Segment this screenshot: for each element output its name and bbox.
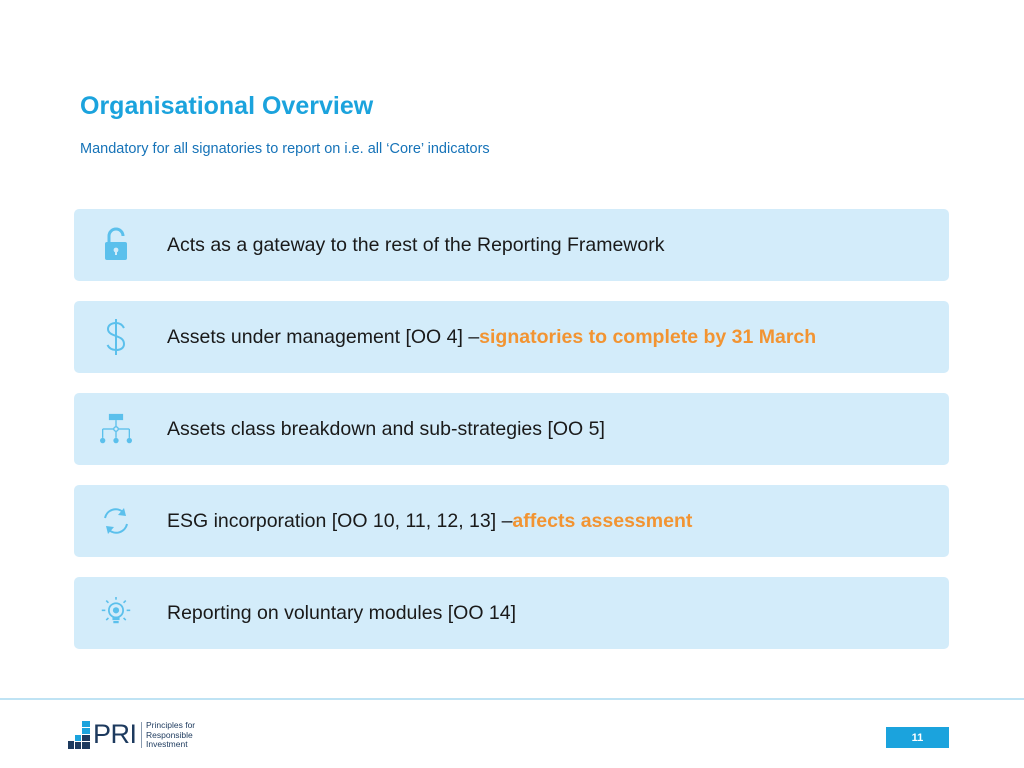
item-gateway [74,209,949,281]
dollar-icon [100,317,132,357]
page-title: Organisational Overview [80,92,374,120]
item-esg [74,485,949,557]
footer-divider [0,698,1024,700]
item-voluntary [74,577,949,649]
logo-wordmark: PRI [93,719,137,749]
item-text: Reporting on voluntary modules [OO 14] [167,601,517,624]
lightbulb-icon [100,593,132,633]
assessment-highlight: affects assessment [512,509,693,532]
unlock-icon [100,225,132,265]
item-text: ESG incorporation [OO 10, 11, 12, 13] – affects assessment [167,509,693,532]
page-number: 11 [886,727,949,748]
refresh-icon [100,501,132,541]
deadline-highlight: signatories to complete by 31 March [479,325,817,348]
logo-tagline: Principles for Responsible Investment [146,720,196,749]
pri-logo-icon [68,721,92,749]
item-text: Assets class breakdown and sub-strategies [OO 5] [167,417,605,440]
item-text: Assets under management [OO 4] – signatories to complete by 31 March [167,325,817,348]
page-subtitle: Mandatory for all signatories to report on i.e. all ‘Core’ indicators [80,141,490,157]
item-asset-class [74,393,949,465]
item-aum [74,301,949,373]
hierarchy-icon [100,409,132,449]
item-text: Acts as a gateway to the rest of the Reporting Framework [167,233,665,256]
